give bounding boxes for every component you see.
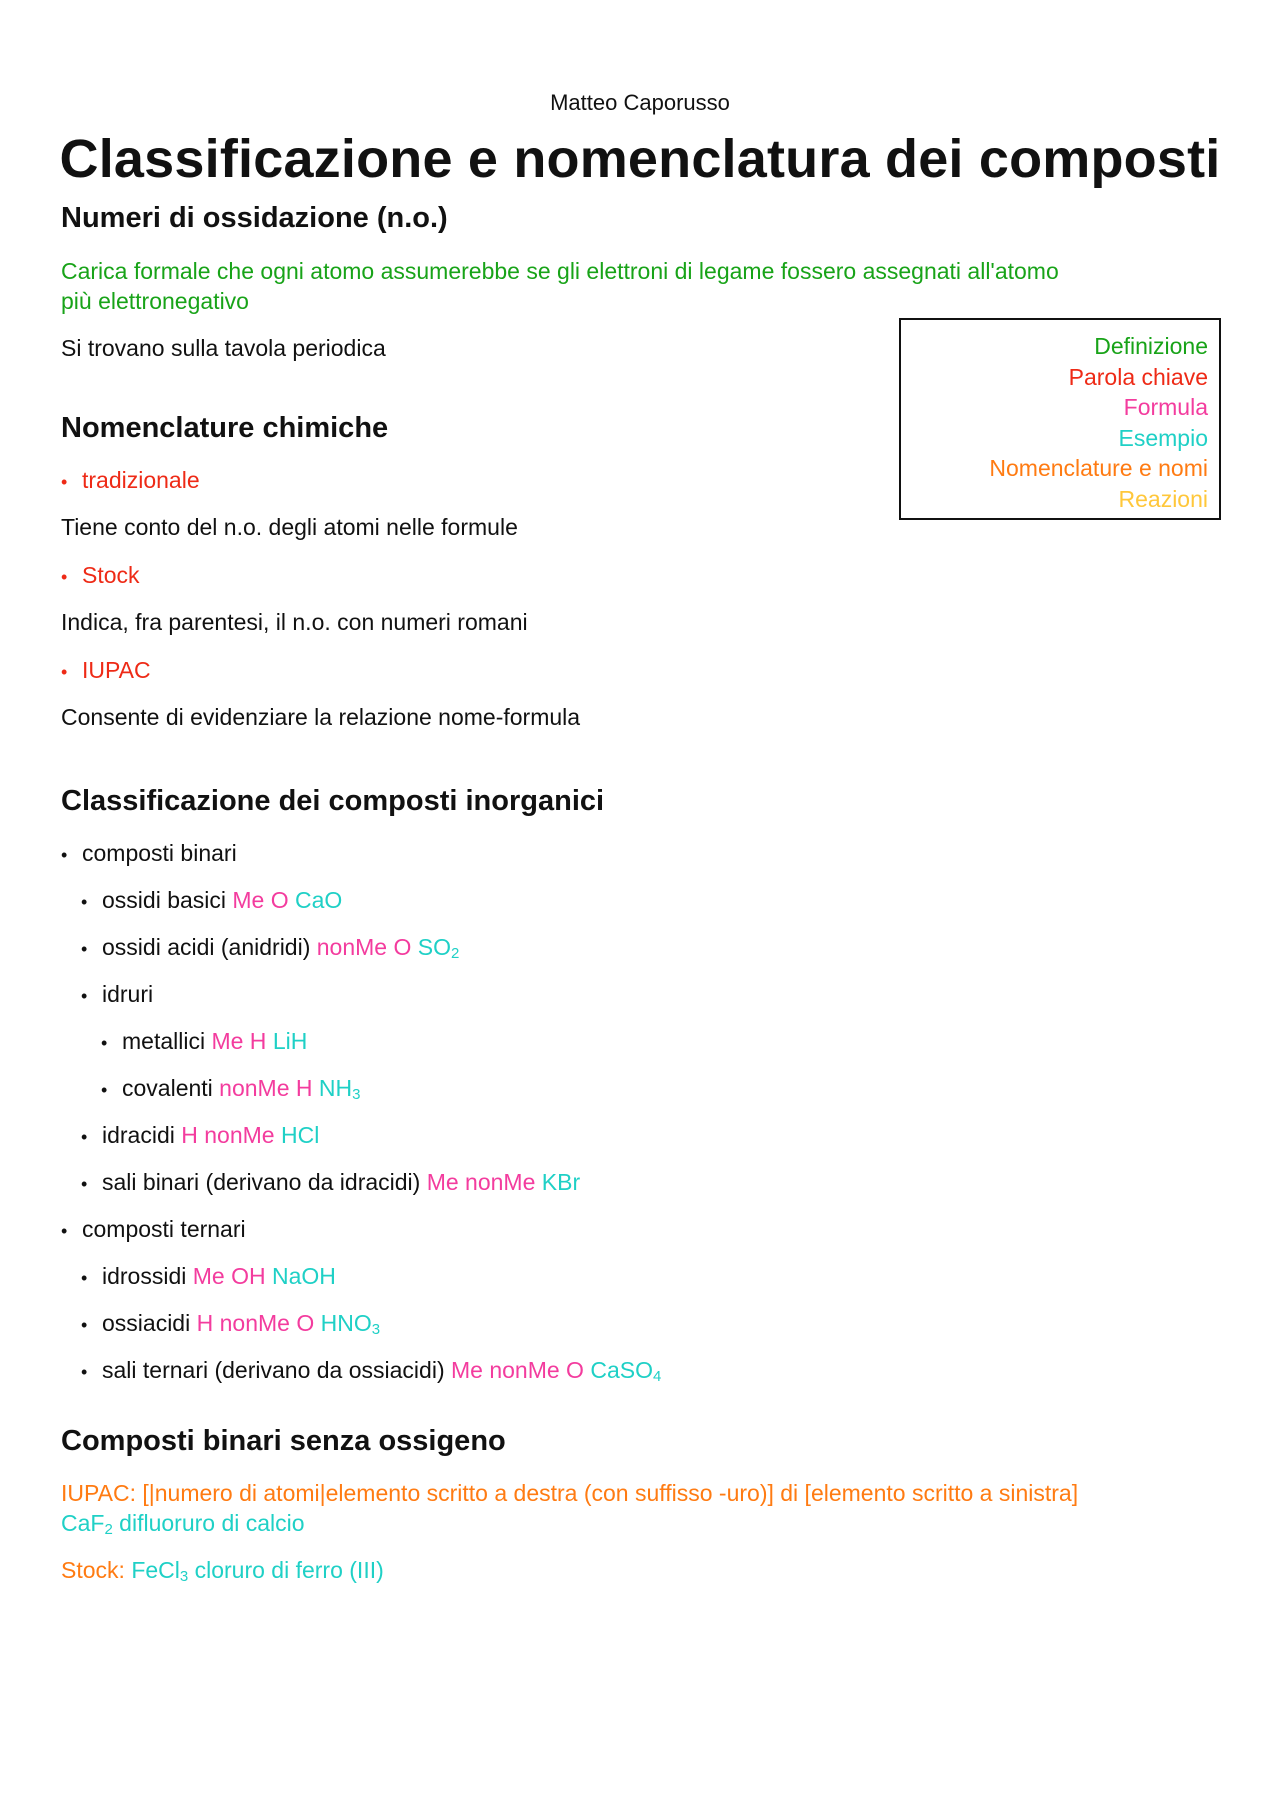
bullet-icon: • (81, 1315, 88, 1335)
legend-parola-chiave: Parola chiave (1068, 363, 1208, 390)
example (321, 1310, 380, 1336)
desc-tradizionale: Tiene conto del n.o. degli atomi nelle formule (61, 514, 518, 540)
bullet-icon: • (81, 892, 88, 912)
list-item-covalenti (101, 1073, 360, 1105)
bullet-icon: • (81, 1362, 88, 1382)
bullet-icon: • (81, 1268, 88, 1288)
bullet-icon: • (101, 1033, 108, 1053)
list-item (61, 465, 200, 497)
example: CaO (295, 887, 343, 913)
label: idracidi (102, 1122, 175, 1148)
formula: Me O (232, 887, 289, 913)
label: ossidi acidi (anidridi) (102, 934, 311, 960)
example-subscript: 3 (352, 1086, 361, 1103)
bullet-icon: • (61, 472, 68, 492)
formula: H nonMe (181, 1122, 275, 1148)
list-item-metallici (101, 1026, 307, 1058)
keyword-iupac: IUPAC (82, 657, 151, 683)
bullet-icon: • (61, 567, 68, 587)
desc-iupac: Consente di evidenziare la relazione nome-formula (61, 704, 581, 730)
example-subscript: 4 (652, 1368, 662, 1385)
example-subscript: 2 (104, 1521, 113, 1538)
keyword-stock: Stock (82, 562, 140, 588)
example-base: CaF (61, 1510, 105, 1536)
page-title: Classificazione e nomenclatura dei composti (59, 129, 1221, 189)
legend-esempio: Esempio (1118, 424, 1208, 451)
list-item-ossidi-basici (81, 885, 342, 917)
desc-stock: Indica, fra parentesi, il n.o. con numeri romani (61, 609, 528, 635)
example: HCl (280, 1122, 320, 1148)
legend-nomenclature: Nomenclature e nomi (989, 455, 1208, 481)
list-item-sali-ternari (81, 1355, 661, 1387)
formula: nonMe O (316, 934, 412, 960)
formula: Me H (211, 1028, 267, 1054)
example (319, 1075, 361, 1101)
bullet-icon: • (81, 1174, 88, 1194)
label: metallici (122, 1028, 206, 1054)
list-item (61, 655, 151, 687)
bullet-icon: • (61, 845, 68, 865)
section-heading-nomenclatures: Nomenclature chimiche (61, 412, 389, 444)
iupac-rule: IUPAC: [|numero di atomi|elemento scritto a destra (con suffisso -uro)] di [elemento scritto a sinistra] (61, 1480, 1079, 1506)
list-item-idrossidi (81, 1261, 336, 1293)
example-base: NH (318, 1075, 353, 1101)
label: ossidi basici (102, 887, 226, 913)
formula: Me nonMe (426, 1169, 536, 1195)
list-item-sali-binari (81, 1167, 580, 1199)
bullet-icon: • (81, 1127, 88, 1147)
bullet-icon: • (81, 939, 88, 959)
color-legend (899, 318, 1221, 520)
label: composti ternari (82, 1216, 246, 1242)
list-item (61, 560, 140, 592)
legend-reazioni: Reazioni (1118, 485, 1208, 512)
example-base: HNO (320, 1310, 372, 1336)
example (418, 934, 460, 960)
author-name: Matteo Caporusso (550, 90, 730, 115)
example-subscript: 3 (371, 1321, 381, 1338)
section-heading-binary-no-oxygen: Composti binari senza ossigeno (61, 1425, 506, 1457)
section-heading-classification: Classificazione dei composti inorganici (61, 785, 605, 817)
keyword-tradizionale: tradizionale (82, 467, 200, 493)
label: ossiacidi (102, 1310, 191, 1336)
list-item-idruri (81, 979, 153, 1011)
bullet-icon: • (81, 986, 88, 1006)
formula: Me OH (192, 1263, 266, 1289)
definition-line-2: più elettronegativo (61, 288, 249, 314)
stock-example-line (61, 1555, 384, 1585)
stock-label: Stock: (61, 1557, 132, 1583)
example-name: cloruro di ferro (III) (188, 1557, 384, 1583)
iupac-example (61, 1508, 305, 1538)
definition-line-1: Carica formale che ogni atomo assumerebbe se gli elettroni di legame fossero assegnati all'atomo (61, 258, 1059, 284)
example-name: difluoruro di calcio (112, 1510, 305, 1536)
example: LiH (272, 1028, 308, 1054)
list-item-idracidi (81, 1120, 319, 1152)
periodic-table-note: Si trovano sulla tavola periodica (61, 335, 386, 361)
example-subscript: 3 (179, 1568, 189, 1585)
formula: H nonMe O (196, 1310, 315, 1336)
example-base: SO (417, 934, 451, 960)
example-base: CaSO (590, 1357, 653, 1383)
legend-formula: Formula (1123, 394, 1208, 420)
formula: nonMe H (219, 1075, 313, 1101)
example: NaOH (272, 1263, 336, 1289)
example (590, 1357, 661, 1383)
label: idrossidi (102, 1263, 187, 1289)
formula: Me nonMe O (451, 1357, 584, 1383)
list-item-composti-binari (61, 838, 237, 870)
example-subscript: 2 (450, 945, 460, 962)
list-item-ossidi-acidi (81, 932, 459, 964)
example-base: FeCl (131, 1557, 180, 1583)
label: covalenti (122, 1075, 213, 1101)
label: sali ternari (derivano da ossiacidi) (102, 1357, 445, 1383)
label: composti binari (82, 840, 237, 866)
example: KBr (541, 1169, 581, 1195)
bullet-icon: • (101, 1080, 108, 1100)
section-heading-oxidation-numbers: Numeri di ossidazione (n.o.) (61, 202, 448, 234)
label: sali binari (derivano da idracidi) (102, 1169, 421, 1195)
label: idruri (102, 981, 154, 1007)
bullet-icon: • (61, 1221, 68, 1241)
list-item-composti-ternari (61, 1214, 246, 1246)
list-item-ossiacidi (81, 1308, 380, 1340)
bullet-icon: • (61, 662, 68, 682)
legend-definizione: Definizione (1094, 333, 1208, 359)
